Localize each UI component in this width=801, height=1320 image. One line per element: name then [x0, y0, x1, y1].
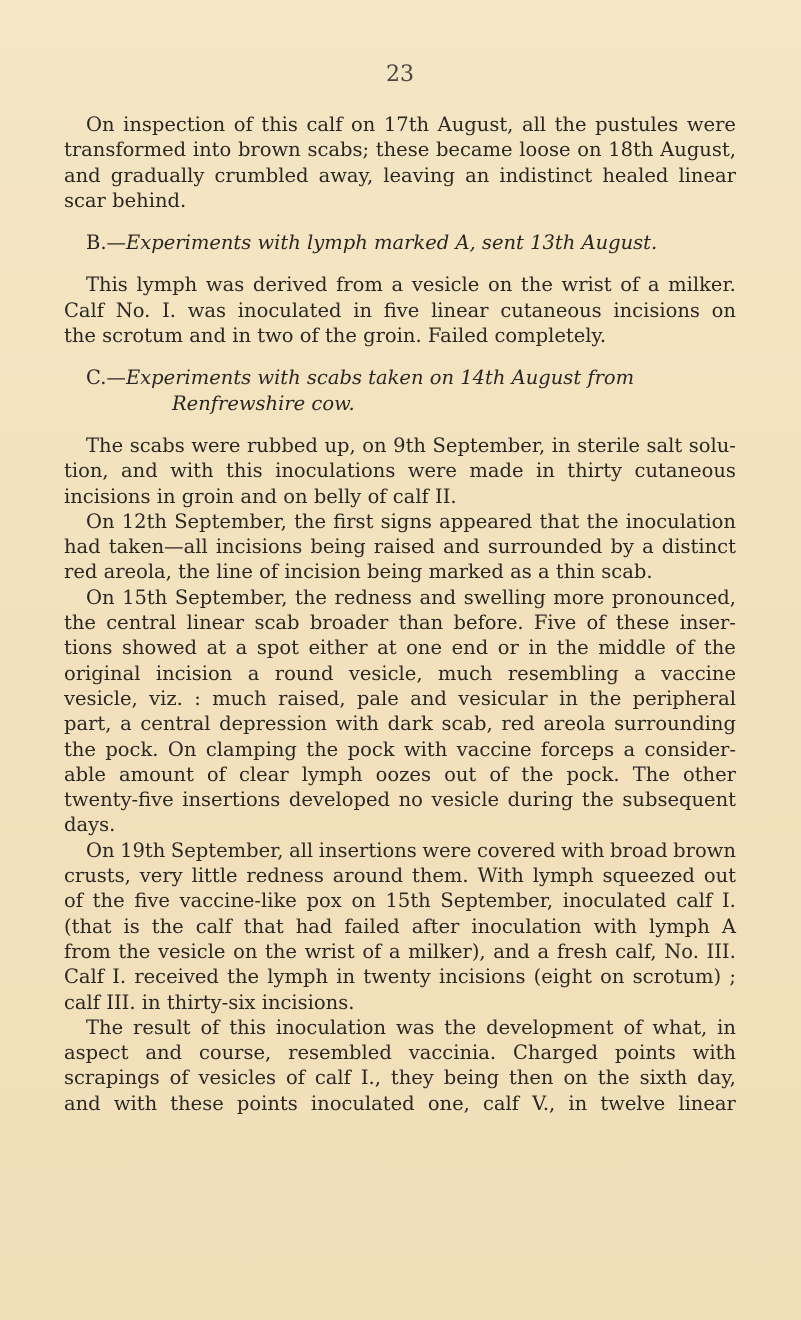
heading-label: C.—: [86, 366, 126, 390]
text-line: had taken—all incisions being raised and surrounded by a distinct: [64, 535, 736, 559]
text-line: and with these points inoculated one, calf V., in twelve linear: [64, 1091, 736, 1115]
text-line: crusts, very little redness around them. With lymph squeezed out: [64, 864, 736, 888]
text-line: the pock. On clamping the pock with vaccine forceps a consider-: [64, 737, 736, 761]
heading-title: Experiments with scabs taken on 14th August from: [125, 366, 635, 390]
page-number: 23: [386, 62, 414, 87]
text-line: The result of this inoculation was the development of what, in: [86, 1015, 736, 1039]
text-line: of the five vaccine-like pox on 15th September, inoculated calf I.: [64, 889, 736, 913]
text-line: part, a central depression with dark scab, red areola surrounding: [64, 712, 736, 736]
section-heading-c: [64, 365, 736, 390]
paragraph: [64, 272, 736, 348]
text-line: vesicle, viz. : much raised, pale and vesicular in the peripheral: [64, 686, 736, 710]
text-line: and gradually crumbled away, leaving an indistinct healed linear: [64, 163, 736, 187]
text-line: able amount of clear lymph oozes out of the pock. The other: [64, 762, 736, 786]
text-line: twenty-five insertions developed no vesicle during the subsequent: [64, 788, 736, 812]
text-line: days.: [64, 813, 116, 837]
text-line: incisions in groin and on belly of calf II.: [64, 484, 457, 508]
text-line: original incision a round vesicle, much resembling a vaccine: [64, 661, 736, 685]
text-line: aspect and course, resembled vaccinia. Charged points with: [64, 1041, 736, 1065]
paragraph: [64, 509, 736, 585]
text-line: scar behind.: [64, 188, 187, 212]
text-line: transformed into brown scabs; these became loose on 18th August,: [64, 138, 736, 162]
text-line: scrapings of vesicles of calf I., they being then on the sixth day,: [64, 1066, 736, 1090]
section-heading-b: [64, 230, 736, 255]
paragraph: [64, 433, 736, 509]
text-line: The scabs were rubbed up, on 9th September, in sterile salt solu-: [86, 433, 736, 457]
text-line: Calf No. I. was inoculated in five linear cutaneous incisions on: [64, 298, 736, 322]
text-line: red areola, the line of incision being marked as a thin scab.: [64, 560, 653, 584]
text-line: the scrotum and in two of the groin. Failed completely.: [64, 324, 607, 348]
paragraph: [64, 838, 736, 1015]
text-line: On 12th September, the first signs appeared that the inoculation: [86, 509, 736, 533]
text-line: from the vesicle on the wrist of a milker), and a fresh calf, No. III.: [64, 939, 736, 963]
text-line: the central linear scab broader than before. Five of these inser-: [64, 611, 736, 635]
body-text: [64, 112, 736, 1116]
text-line: This lymph was derived from a vesicle on the wrist of a milker.: [86, 273, 736, 297]
paragraph: [64, 1015, 736, 1116]
paragraph: [64, 585, 736, 838]
text-line: On 19th September, all insertions were covered with broad brown: [86, 838, 736, 862]
text-line: (that is the calf that had failed after inoculation with lymph A: [64, 914, 736, 938]
section-heading-c-continued: [64, 391, 736, 416]
text-line: Calf I. received the lymph in twenty incisions (eight on scrotum) ;: [64, 965, 736, 989]
heading-label: B.—: [86, 231, 127, 255]
text-line: tion, and with this inoculations were made in thirty cutaneous: [64, 459, 736, 483]
text-line: On 15th September, the redness and swelling more pronounced,: [86, 585, 736, 609]
heading-title: Renfrewshire cow.: [172, 391, 355, 415]
text-line: calf III. in thirty-six incisions.: [64, 990, 355, 1014]
paragraph: [64, 112, 736, 213]
heading-title: Experiments with lymph marked A, sent 13th August.: [126, 231, 658, 255]
text-line: On inspection of this calf on 17th August, all the pustules were: [86, 113, 736, 136]
text-line: tions showed at a spot either at one end or in the middle of the: [64, 636, 736, 660]
